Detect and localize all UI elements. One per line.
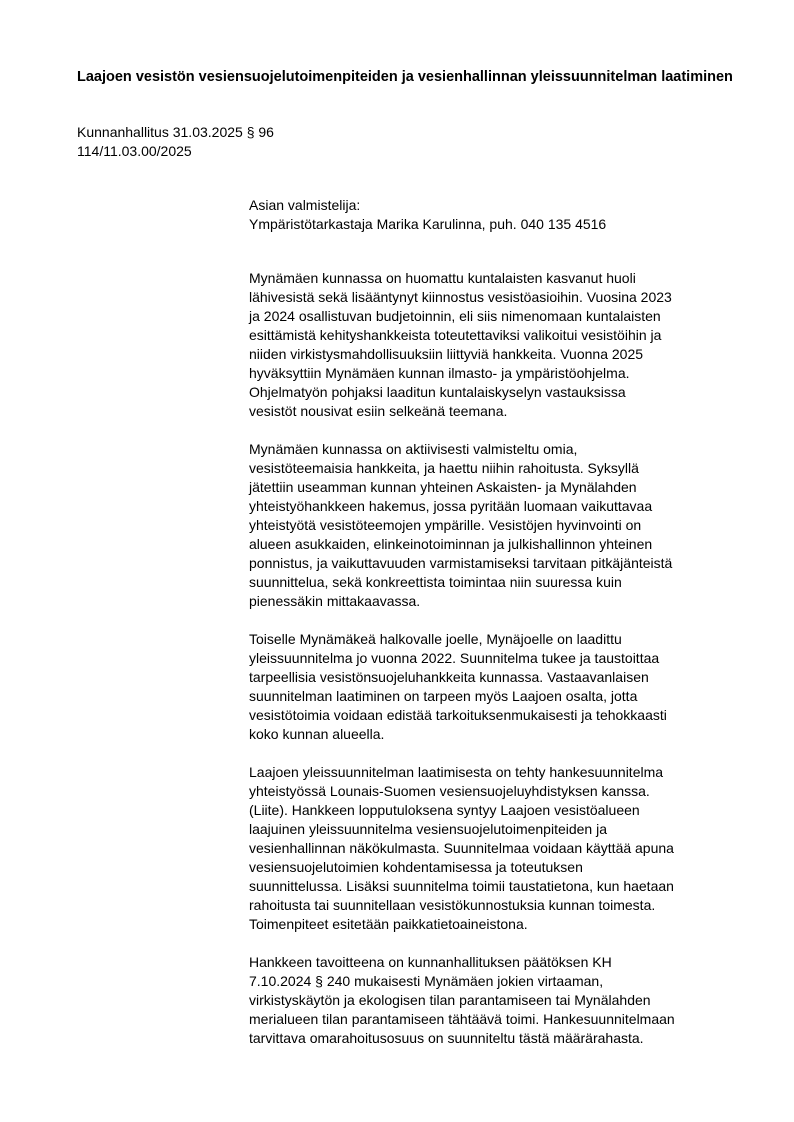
paragraph-1: Mynämäen kunnassa on huomattu kuntalaisten kasvanut huoli lähivesistä sekä lisääntynyt kiinnostus vesistöasioihin. Vuosina 2023 ja 2024 osallistuvan budjetoinnin, eli siis nimenomaan kuntalaisten esittämistä kehityshankkeista toteutettaviksi valikoitui vesistöihin ja niiden virkistysmahdollisuuksiin liittyviä hankkeita. Vuonna 2025 hyväksyttiin Mynämäen kunnan ilmasto- ja ympäristöohjelma. Ohjelmatyön pohjaksi laaditun kuntalaiskyselyn vastauksissa vesistöt nousivat esiin selkeänä teemana. — [249, 270, 672, 419]
paragraph-2: Mynämäen kunnassa on aktiivisesti valmisteltu omia, vesistöteemaisia hankkeita, ja haettu niihin rahoitusta. Syksyllä jätettiin useamman kunnan yhteinen Askaisten- ja Mynälahden yhteistyöhankkeen hakemus, jossa pyritään luomaan vaikuttavaa yhteistyötä vesistöteemojen ympärille. Vesistöjen hyvinvointi on alueen asukkaiden, elinkeinotoiminnan ja julkishallinnon yhteinen ponnistus, ja vaikuttavuuden varmistamiseksi tarvitaan pitkäjänteistä suunnittelua, sekä konkreettista toimintaa niin suuressa kuin pienessäkin mittakaavassa. — [249, 441, 673, 609]
document-title: Laajoen vesistön vesiensuojelutoimenpiteiden ja vesienhallinnan yleissuunnitelman laatiminen — [77, 69, 733, 85]
meeting-reference: Kunnanhallitus 31.03.2025 § 96 — [77, 124, 274, 140]
preparer-label: Asian valmistelija: — [249, 197, 361, 213]
paragraph-5: Hankkeen tavoitteena on kunnanhallituksen päätöksen KH 7.10.2024 § 240 mukaisesti Mynämäen jokien virtaaman, virkistyskäytön ja ekologisen tilan parantamiseen tai Mynälahden merialueen tilan parantamiseen tähtäävä toimi. Hankesuunnitelmaan tarvittava omarahoitusosuus on suunniteltu tästä määrärahasta. — [249, 954, 675, 1046]
meeting-meta — [77, 123, 477, 161]
preparer-block — [249, 196, 749, 234]
paragraph-4: Laajoen yleissuunnitelman laatimisesta on tehty hankesuunnitelma yhteistyössä Lounais-Suomen vesiensuojeluyhdistyksen kanssa. (Liite). Hankkeen lopputuloksena syntyy Laajoen vesistöalueen laajuinen yleissuunnitelma vesiensuojelutoimenpiteiden ja vesienhallinnan näkökulmasta. Suunnitelmaa voidaan käyttää apuna vesiensuojelutoimien kohdentamisessa ja toteutuksen suunnittelussa. Lisäksi suunnitelma toimii taustatietona, kun haetaan rahoitusta tai suunnitellaan vesistökunnostuksia kunnan toimesta. Toimenpiteet esitetään paikkatietoaineistona. — [249, 764, 674, 932]
preparer-name: Ympäristötarkastaja Marika Karulinna, puh. 040 135 4516 — [249, 216, 607, 232]
document-body — [249, 196, 749, 1067]
record-id: 114/11.03.00/2025 — [77, 143, 192, 159]
paragraph-3: Toiselle Mynämäkeä halkovalle joelle, Mynäjoelle on laadittu yleissuunnitelma jo vuonna 2022. Suunnitelma tukee ja taustoittaa tarpeellisia vesistönsuojeluhankkeita kunnassa. Vastaavanlaisen suunnitelman laatiminen on tarpeen myös Laajoen osalta, jotta vesistötoimia voidaan edistää tarkoituksenmukaisesti ja tehokkaasti koko kunnan alueella. — [249, 631, 667, 742]
